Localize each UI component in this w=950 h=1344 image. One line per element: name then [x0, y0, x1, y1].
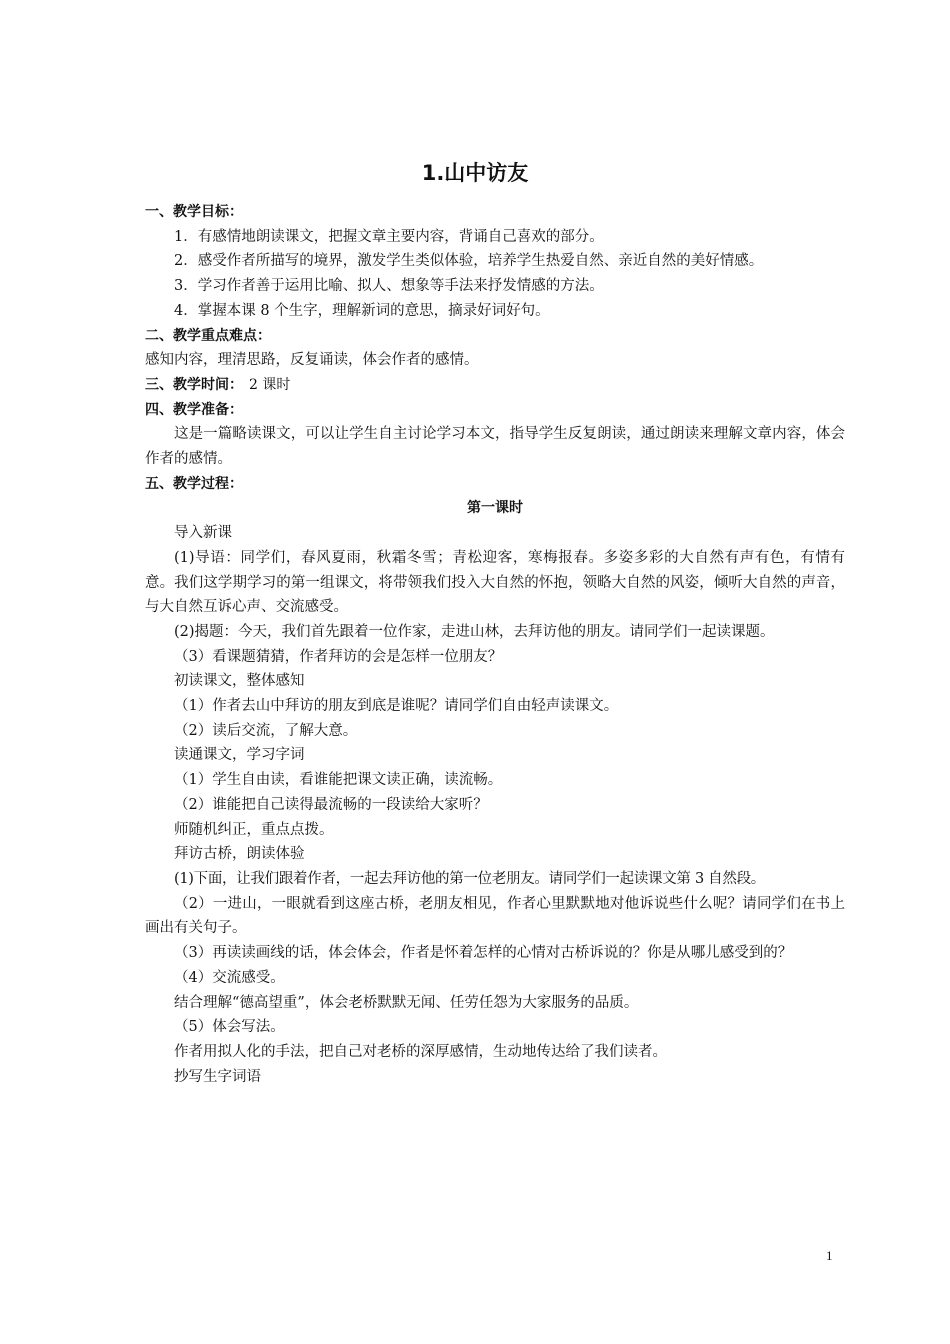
process-line: 拜访古桥，朗读体验	[174, 846, 305, 863]
process-line: （3）看课题猜猜，作者拜访的会是怎样一位朋友？	[174, 648, 503, 665]
process-line: 读通课文，学习字词	[174, 747, 305, 764]
process-line: （5）体会写法。	[174, 1019, 285, 1036]
process-line: (1)下面，让我们跟着作者，一起去拜访他的第一位老朋友。请同学们一起读课文第 3 自然段。	[174, 870, 765, 887]
section-heading-goals: 一、教学目标：	[145, 204, 243, 220]
document-title: 1.山中访友	[421, 161, 529, 185]
process-line: 结合理解“德高望重”，体会老桥默默无闻、任劳任怨为大家服务的品质。	[174, 994, 639, 1011]
preparation-text: 这是一篇略读课文，可以让学生自主讨论学习本文，指导学生反复朗读，通过朗读来理解文章内容，体会作者的感情。	[145, 426, 845, 468]
process-line: 作者用拟人化的手法，把自己对老桥的深厚感情，生动地传达给了我们读者。	[174, 1043, 667, 1060]
lesson-title: 第一课时	[467, 500, 523, 517]
section-heading-time	[145, 373, 845, 398]
process-line: （2）读后交流，了解大意。	[174, 722, 358, 739]
process-line: 初读课文，整体感知	[174, 673, 305, 690]
process-line: （4）交流感受。	[174, 969, 285, 986]
key-points-text: 感知内容，理清思路，反复诵读，体会作者的感情。	[145, 352, 479, 369]
time-value: 2 课时	[249, 376, 291, 393]
section-heading-preparation: 四、教学准备：	[145, 401, 243, 418]
process-line: 导入新课	[174, 525, 232, 542]
process-line: （1）作者去山中拜访的朋友到底是谁呢？请同学们自由轻声读课文。	[174, 698, 619, 715]
process-line: （2）谁能把自己读得最流畅的一段读给大家听？	[174, 796, 488, 813]
process-line: (1)导语：同学们，春风夏雨，秋霜冬雪；青松迎客，寒梅报春。多姿多彩的大自然有声有色，有情有意。我们这学期学习的第一组课文，将带领我们投入大自然的怀抱，领略大自然的风姿，倾听大自然的声音，与大自然互诉心声、交流感受。	[145, 549, 845, 616]
page-number: 1	[826, 1248, 833, 1263]
time-label: 三、教学时间：	[145, 376, 243, 393]
document-body	[145, 200, 845, 1089]
process-line: 师随机纠正，重点点拨。	[174, 821, 334, 838]
goal-item: 2．感受作者所描写的境界，激发学生类似体验，培养学生热爱自然、亲近自然的美好情感。	[174, 253, 764, 270]
goal-item: 1．有感情地朗读课文，把握文章主要内容，背诵自己喜欢的部分。	[174, 228, 604, 245]
process-line: 抄写生字词语	[174, 1068, 261, 1085]
process-line: （1）学生自由读，看谁能把课文读正确，读流畅。	[174, 772, 503, 789]
goal-item: 3．学习作者善于运用比喻、拟人、想象等手法来抒发情感的方法。	[174, 278, 604, 295]
section-heading-key-points: 二、教学重点难点：	[145, 327, 271, 344]
process-line: （3）再读读画线的话，体会体会，作者是怀着怎样的心情对古桥诉说的？你是从哪儿感受到的？	[174, 945, 793, 962]
section-heading-process: 五、教学过程：	[145, 475, 243, 492]
process-line: （2）一进山，一眼就看到这座古桥，老朋友相见，作者心里默默地对他诉说些什么呢？请同学们在书上画出有关句子。	[145, 895, 845, 937]
goal-item: 4．掌握本课 8 个生字，理解新词的意思，摘录好词好句。	[174, 302, 550, 319]
process-line: (2)揭题：今天，我们首先跟着一位作家，走进山林，去拜访他的朋友。请同学们一起读课题。	[174, 623, 775, 640]
